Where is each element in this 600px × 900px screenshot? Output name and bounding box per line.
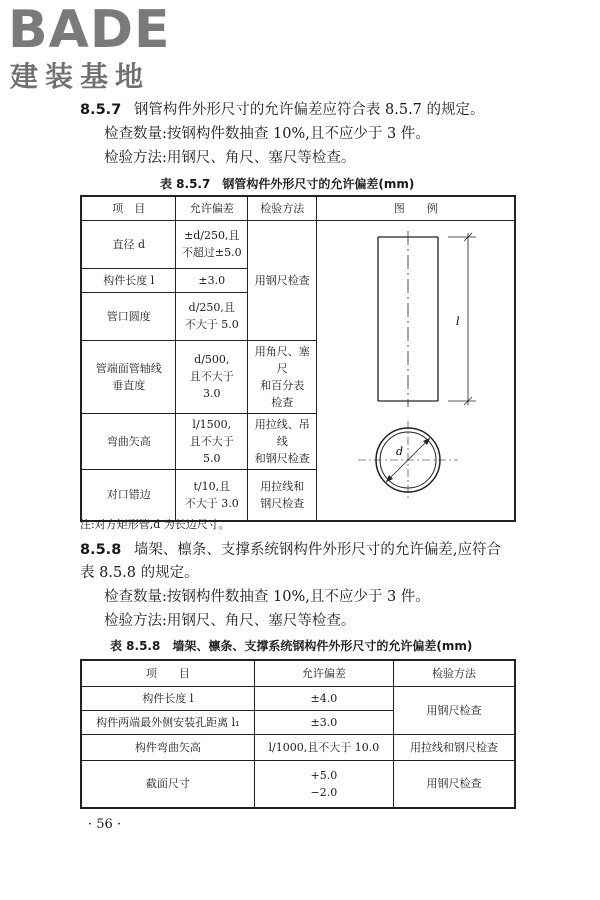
header-item: 项 目 (81, 196, 176, 220)
table-row (81, 220, 515, 268)
logo-subtitle: 建装基地 (10, 60, 151, 93)
table-row (81, 760, 515, 808)
cell-tolerance: d/500, 且不大于 3.0 (176, 340, 248, 413)
header-figure: 图 例 (317, 196, 515, 220)
cell-tolerance: l/1500, 且不大于 5.0 (176, 413, 248, 469)
cell-tolerance: d/250,且 不大于 5.0 (176, 292, 248, 340)
cell-item: 构件弯曲矢高 (81, 734, 254, 760)
cell-tolerance: ±4.0 (254, 686, 393, 710)
cell-tolerance: +5.0 −2.0 (254, 760, 393, 808)
cell-item: 构件长度 l (81, 686, 254, 710)
table-header-row (81, 660, 515, 686)
section-858-text-cont: 表 8.5.8 的规定。 (80, 565, 199, 581)
cell-item: 构件两端最外侧安装孔距离 l₁ (81, 710, 254, 734)
header-method: 检验方法 (394, 660, 515, 686)
check-method: 检验方法:用钢尺、角尺、塞尺等检查。 (104, 613, 356, 629)
check-method: 检验方法:用钢尺、角尺、塞尺等检查。 (104, 150, 356, 166)
pipe-figure (318, 223, 514, 513)
check-quantity: 检查数量:按钢构件数抽查 10%,且不应少于 3 件。 (104, 589, 430, 605)
cell-method: 用拉线和 钢尺检查 (248, 469, 317, 521)
table-857-caption: 表 8.5.7 钢管构件外形尺寸的允许偏差(mm) (160, 177, 415, 191)
table-row (81, 686, 515, 710)
table-857-note: 注:对方矩形管,d 为长边尺寸。 (80, 518, 230, 531)
cell-tolerance: t/10,且 不大于 3.0 (176, 469, 248, 521)
cell-tolerance: ±3.0 (254, 710, 393, 734)
cell-item: 截面尺寸 (81, 760, 254, 808)
table-858-caption: 表 8.5.8 墙架、檩条、支撑系统钢构件外形尺寸的允许偏差(mm) (110, 639, 473, 653)
brand-logo (8, 0, 178, 94)
cell-tolerance: ±d/250,且 不超过±5.0 (176, 220, 248, 268)
header-method: 检验方法 (248, 196, 317, 220)
table-857 (80, 195, 516, 522)
cell-item: 直径 d (81, 220, 176, 268)
figure-cell (317, 220, 515, 521)
section-857-heading (80, 100, 485, 120)
table-header-row (81, 196, 515, 220)
cell-tolerance: l/1000,且不大于 10.0 (254, 734, 393, 760)
cell-method: 用拉线和钢尺检查 (394, 734, 515, 760)
cell-item: 管口圆度 (81, 292, 176, 340)
cell-item: 构件长度 l (81, 268, 176, 292)
section-text: 墙架、檩条、支撑系统钢构件外形尺寸的允许偏差,应符合 (133, 542, 502, 558)
table-858 (80, 659, 516, 809)
section-858-heading (80, 540, 501, 560)
label-length: l (455, 314, 460, 328)
cell-method: 用钢尺检查 (394, 760, 515, 808)
table-row (81, 734, 515, 760)
cell-tolerance: ±3.0 (176, 268, 248, 292)
cell-item: 弯曲矢高 (81, 413, 176, 469)
section-text: 钢管构件外形尺寸的允许偏差应符合表 8.5.7 的规定。 (133, 102, 485, 118)
section-number: 8.5.8 (80, 542, 122, 558)
logo-brand-text: BADE (8, 0, 171, 60)
header-tolerance: 允许偏差 (254, 660, 393, 686)
section-number: 8.5.7 (80, 102, 122, 118)
label-diameter: d (395, 444, 403, 458)
cell-method-merged: 用钢尺检查 (394, 686, 515, 734)
cell-method: 用角尺、塞尺 和百分表 检查 (248, 340, 317, 413)
check-quantity: 检查数量:按钢构件数抽查 10%,且不应少于 3 件。 (104, 126, 430, 142)
page-number: · 56 · (88, 817, 122, 832)
cell-method-merged: 用钢尺检查 (248, 220, 317, 340)
header-tolerance: 允许偏差 (176, 196, 248, 220)
cell-method: 用拉线、吊线 和钢尺检查 (248, 413, 317, 469)
header-item: 项 目 (81, 660, 254, 686)
cell-item: 管端面管轴线 垂直度 (81, 340, 176, 413)
cell-item: 对口错边 (81, 469, 176, 521)
